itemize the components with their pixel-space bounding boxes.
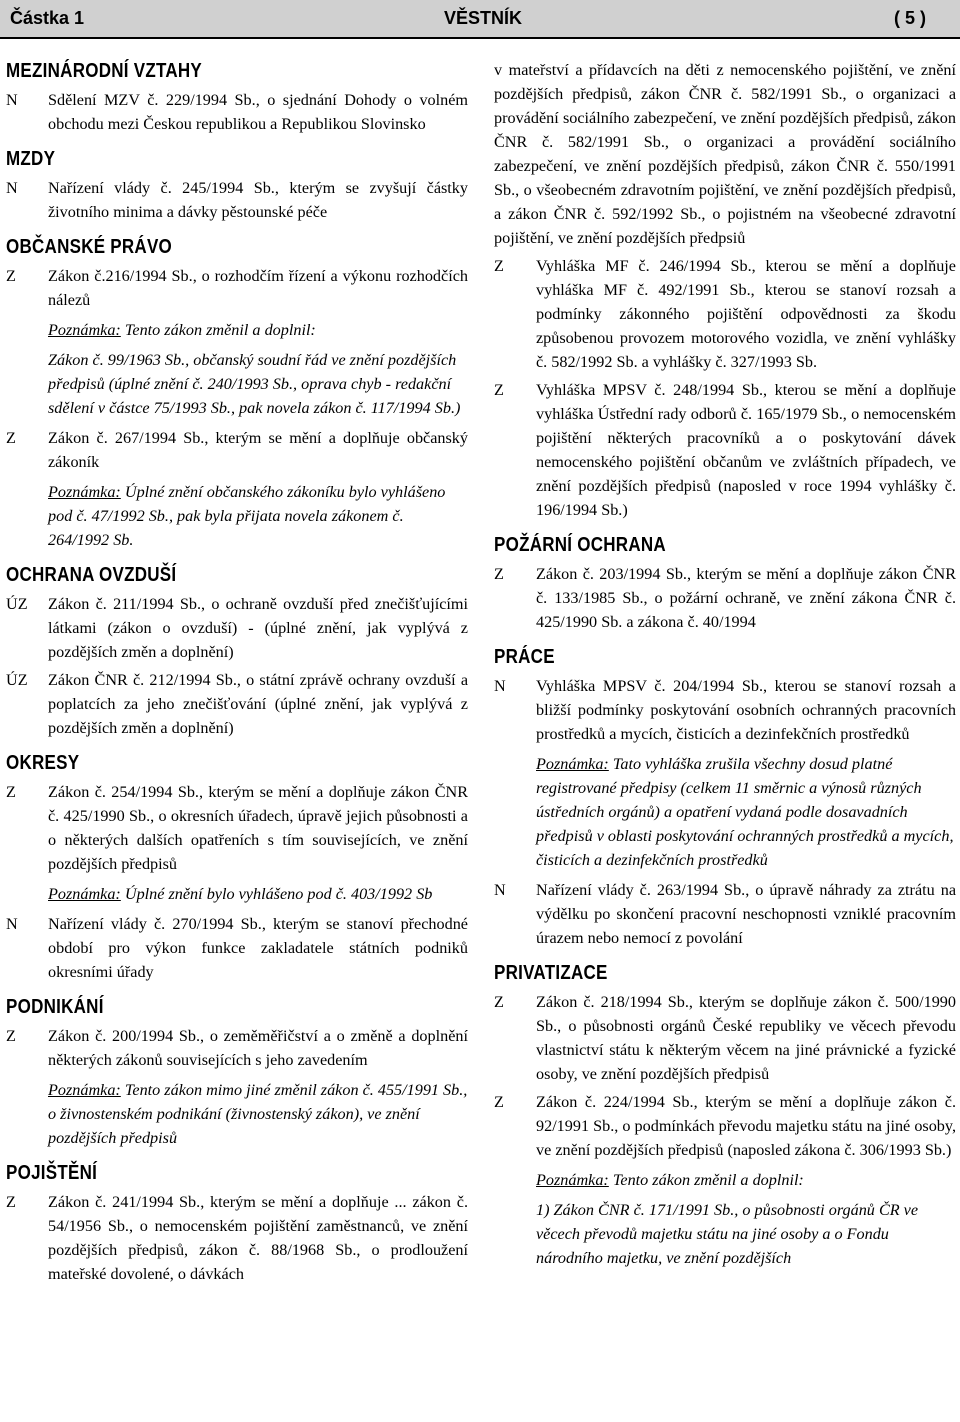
note-text: Tento zákon změnil a doplnil: (608, 1171, 804, 1189)
note-text: Tato vyhláška zrušila všechny dosud platné registrované předpisy (celkem 11 směrnic a výnosů různých ústředních orgánů) a opatření vydaná podle dosavadních předpisů v oblasti poskytování ochranných prostředků a mycích, čisticích a dezinfekčních prostředků (536, 755, 954, 869)
entry-text: Zákon č. 267/1994 Sb., kterým se mění a doplňuje občanský zákoník (48, 429, 468, 471)
section-title: OCHRANA OVZDUŠÍ (6, 564, 177, 586)
entry-code: Z (494, 1093, 504, 1111)
page-number: ( 5 ) (893, 8, 926, 28)
note-text: Úplné znění občanského zákoníku bylo vyhlášeno pod č. 47/1992 Sb., pak byla přijata novela zákonem č. 264/1992 Sb. (48, 483, 446, 549)
law-entry (6, 176, 468, 224)
continued-entry-text: v mateřství a přídavcích na děti z nemocenského pojištění, ve znění pozdějších předpisů, zákon ČNR č. 582/1991 Sb., o organizaci a provádění sociálního zabezpečení, ve znění pozdějších předpisů, zákon ČNR č. 582/1991 Sb., o organizaci a provádění sociálního zabezpečení, ve znění pozdějších předpisů, zákon ČNR č. 550/1991 Sb., o všeobecném zdravotním pojištění, ve znění pozdějších předpisů, a zákon ČNR č. 592/1992 Sb., o pojistném na všeobecné zdravotní pojištění, ve znění pozdějších předpsiů (494, 61, 956, 247)
entry-text: Nařízení vlády č. 245/1994 Sb., kterým se zvyšují částky životního minima a dávky pěstounské péče (48, 179, 468, 221)
entry-text: Zákon č. 218/1994 Sb., kterým se doplňuje zákon č. 500/1990 Sb., o působnosti orgánů České republiky ve věcech převodu vlastnictví státu k některým věcem na jiné právnické a fyzické osoby, ve znění pozdějších předpisů (536, 993, 956, 1083)
entry-text: Zákon č. 211/1994 Sb., o ochraně ovzduší před znečišťujícími látkami (zákon o ovzduší) - (úplné znění, jak vyplývá z pozdějších změn a doplnění) (48, 595, 468, 661)
note (6, 1078, 468, 1150)
entry-text: Vyhláška MF č. 246/1994 Sb., kterou se mění a doplňuje vyhláška MF č. 492/1991 Sb., kterou se stanoví rozsah a podmínky zákonného pojištění odpovědnosti za škodu způsobenou provozem motorového vozidla, ve znění vyhlášky č. 582/1992 Sb. a vyhlášky č. 327/1993 Sb. (536, 257, 956, 371)
entry-text: Zákon č. 241/1994 Sb., kterým se mění a doplňuje ... zákon č. 54/1956 Sb., o nemocenském pojištění zaměstnanců, ve znění pozdějších předpisů, zákon č. 88/1968 Sb., o prodloužení mateřské dovolené, o dávkách (48, 1193, 468, 1283)
note-label: Poznámka: (48, 885, 121, 903)
law-entry (494, 254, 956, 374)
note-detail: 1) Zákon ČNR č. 171/1991 Sb., o působnosti orgánů ČR ve věcech převodů majetku státu na jiné osoby a o Fondu národního majetku, ve znění pozdějších (536, 1201, 919, 1267)
note-label: Poznámka: (536, 1171, 609, 1189)
entry-code: Z (6, 1027, 16, 1045)
law-entry (494, 1090, 956, 1162)
note-label: Poznámka: (48, 483, 121, 501)
law-entry (6, 780, 468, 876)
entry-code: N (494, 881, 506, 899)
entry-code: ÚZ (6, 671, 28, 689)
entry-text: Zákon č. 224/1994 Sb., kterým se mění a doplňuje zákon č. 92/1991 Sb., o podmínkách převodu majetku státu na jiné osoby, ve znění pozdějších předpisů (naposled zákona č. 306/1993 Sb.) (536, 1093, 956, 1159)
entry-text: Zákon č. 203/1994 Sb., kterým se mění a doplňuje zákon ČNR č. 133/1985 Sb., o požární ochraně, ve znění zákona ČNR č. 425/1990 Sb. a zákona č. 40/1994 (536, 565, 956, 631)
entry-code: Z (494, 993, 504, 1011)
entry-code: N (6, 915, 18, 933)
entry-code: Z (494, 257, 504, 275)
section-title: PRIVATIZACE (494, 962, 608, 984)
note (6, 882, 468, 906)
section-title: MEZINÁRODNÍ VZTAHY (6, 60, 202, 82)
entry-text: Sdělení MZV č. 229/1994 Sb., o sjednání Dohody o volném obchodu mezi Českou republikou a Republikou Slovinsko (48, 91, 468, 133)
law-entry (494, 562, 956, 634)
law-entry (6, 264, 468, 312)
section-title: POŽÁRNÍ OCHRANA (494, 534, 666, 556)
entry-code: ÚZ (6, 595, 28, 613)
entry-text: Zákon č. 200/1994 Sb., o zeměměřičství a o změně a doplnění některých zákonů souvisejících s jeho zavedením (48, 1027, 468, 1069)
note (494, 752, 956, 872)
entry-code: Z (494, 565, 504, 583)
section-title: OBČANSKÉ PRÁVO (6, 236, 173, 258)
entry-text: Zákon ČNR č. 212/1994 Sb., o státní zprávě ochrany ovzduší a poplatcích za jeho znečišťování (úplné znění, jak vyplývá z pozdějších změn a doplnění) (48, 671, 468, 737)
entry-code: Z (6, 267, 16, 285)
law-entry (6, 1190, 468, 1286)
note-text: Tento zákon mimo jiné změnil zákon č. 455/1991 Sb., o živnostenském podnikání (živnostenský zákon), ve znění pozdějších předpisů (48, 1081, 468, 1147)
section-title: POJIŠTĚNÍ (6, 1162, 98, 1184)
left-column (6, 58, 468, 1290)
entry-text: Zákon č.216/1994 Sb., o rozhodčím řízení a výkonu rozhodčích nálezů (48, 267, 468, 309)
law-entry (6, 88, 468, 136)
note-label: Poznámka: (48, 321, 121, 339)
law-entry (6, 592, 468, 664)
entry-code: Z (6, 429, 16, 447)
note-label: Poznámka: (48, 1081, 121, 1099)
note (6, 480, 468, 552)
entry-code: Z (494, 381, 504, 399)
entry-text: Vyhláška MPSV č. 248/1994 Sb., kterou se mění a doplňuje vyhláška Ústřední rady odborů č. 165/1979 Sb., o nemocenském pojištění některých pracovníků a o poskytování dávek nemocenského pojištění občanům ve zvláštních případech, ve znění pozdějších předpisů (naposled v roce 1994 vyhlášky č. 196/1994 Sb.) (536, 381, 956, 519)
note-label: Poznámka: (536, 755, 609, 773)
law-entry (494, 674, 956, 746)
law-entry (6, 668, 468, 740)
entry-text: Nařízení vlády č. 263/1994 Sb., o úpravě náhrady za ztrátu na výdělku po skončení pracovní neschopnosti vzniklé pracovním úrazem nebo nemocí z povolání (536, 881, 956, 947)
issue-number: Částka 1 (10, 8, 85, 28)
section-title: PRÁCE (494, 646, 555, 668)
page-header (0, 0, 960, 39)
entry-code: N (494, 677, 506, 695)
section-title: PODNIKÁNÍ (6, 996, 104, 1018)
note (6, 318, 468, 342)
law-entry (494, 878, 956, 950)
section-title: OKRESY (6, 752, 80, 774)
entry-code: Z (6, 1193, 16, 1211)
law-entry (6, 426, 468, 474)
section-title: MZDY (6, 148, 56, 170)
note-detail: Zákon č. 99/1963 Sb., občanský soudní řád ve znění pozdějších předpisů (úplné znění č. 240/1993 Sb., oprava chyb - redakční sdělení v částce 75/1993 Sb., pak novela zákon č. 117/1994 Sb.) (48, 351, 461, 417)
note-text: Tento zákon změnil a doplnil: (120, 321, 316, 339)
law-entry (494, 378, 956, 522)
law-entry (494, 990, 956, 1086)
entry-code: Z (6, 783, 16, 801)
entry-text: Vyhláška MPSV č. 204/1994 Sb., kterou se stanoví rozsah a bližší podmínky poskytování osobních ochranných pracovních prostředků a mycích, čisticích a dezinfekčních prostředků (536, 677, 956, 743)
note-text: Úplné znění bylo vyhlášeno pod č. 403/1992 Sb (120, 885, 433, 903)
entry-text: Zákon č. 254/1994 Sb., kterým se mění a doplňuje zákon ČNR č. 425/1990 Sb., o okresních úřadech, úpravě jejich působnosti a o některých dalších opatřeních s tím souvisejících, ve znění pozdějších předpisů (48, 783, 468, 873)
journal-title: VĚSTNÍK (444, 8, 523, 28)
law-entry (6, 912, 468, 984)
note (494, 1168, 956, 1192)
entry-code: N (6, 179, 18, 197)
law-entry (6, 1024, 468, 1072)
entry-text: Nařízení vlády č. 270/1994 Sb., kterým se stanoví přechodné období pro výkon funkce zakladatele státních podniků okresními úřady (48, 915, 468, 981)
right-column (494, 58, 956, 1276)
entry-code: N (6, 91, 18, 109)
